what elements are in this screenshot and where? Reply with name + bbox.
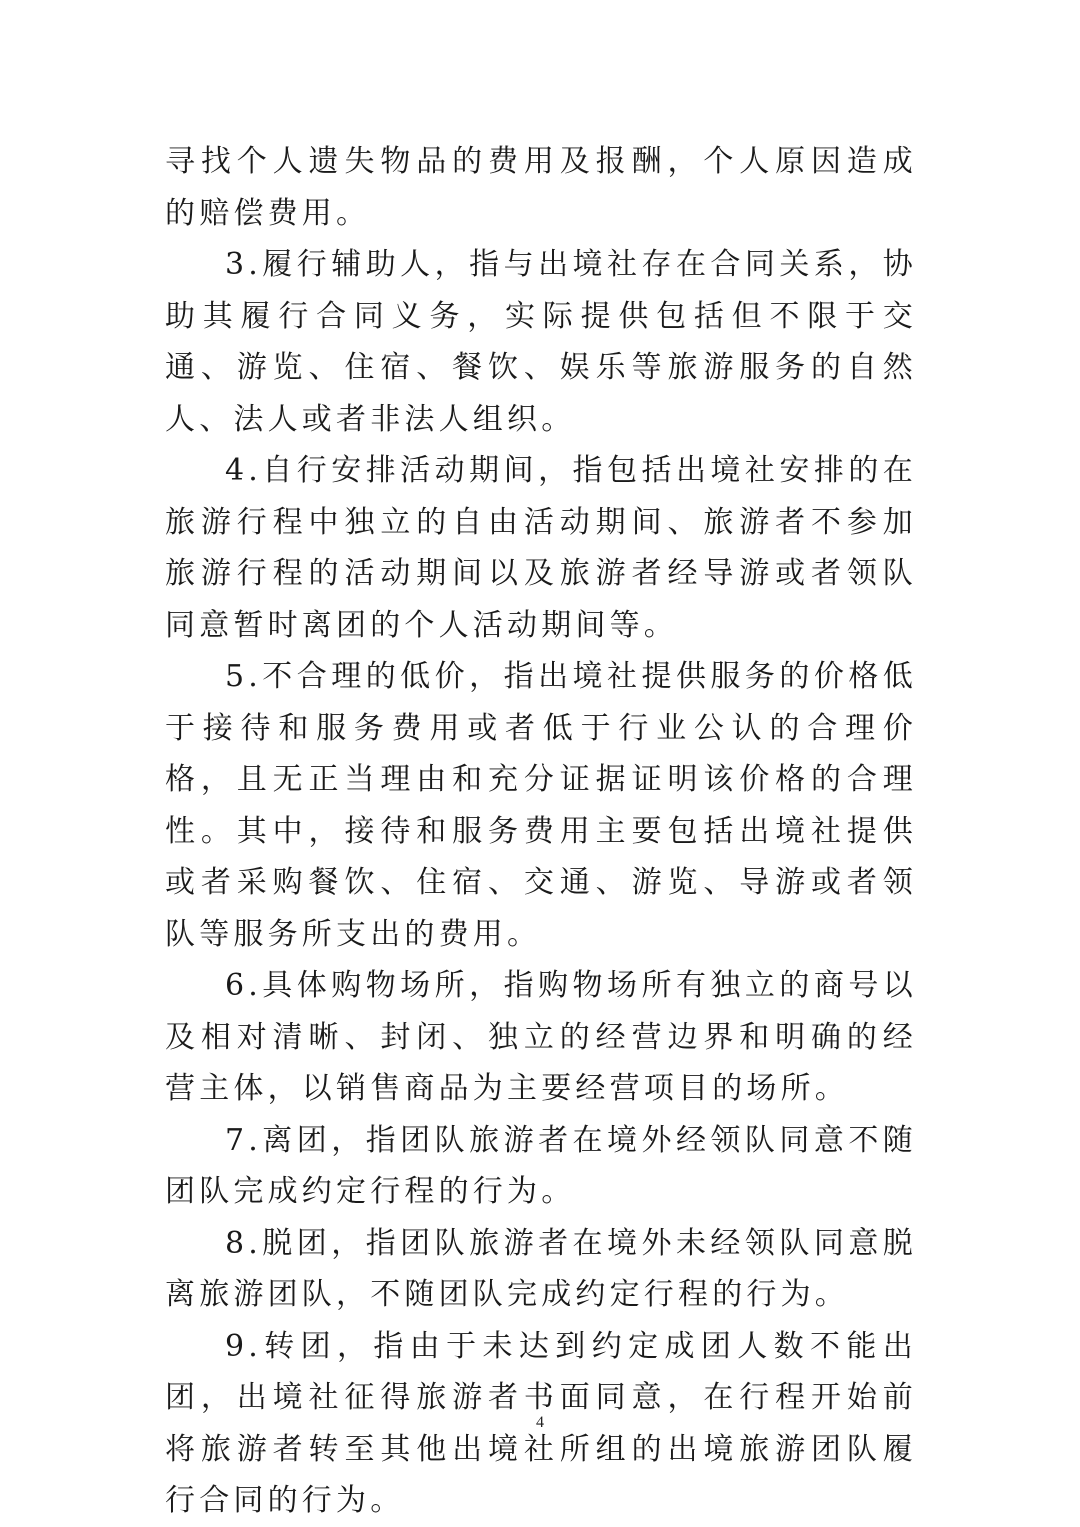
paragraph-item-3: 3.履行辅助人，指与出境社存在合同关系，协助其履行合同义务，实际提供包括但不限于交通、游览、住宿、餐饮、娱乐等旅游服务的自然人、法人或者非法人组织。 — [165, 247, 917, 437]
paragraph-item-4: 4.自行安排活动期间，指包括出境社安排的在旅游行程中独立的自由活动期间、旅游者不参加旅游行程的活动期间以及旅游者经导游或者领队同意暂时离团的个人活动期间等。 — [165, 453, 917, 643]
paragraph-item-7: 7.离团，指团队旅游者在境外经领队同意不随团队完成约定行程的行为。 — [165, 1122, 917, 1209]
document-body — [165, 136, 917, 1527]
paragraph-item-6: 6.具体购物场所，指购物场所有独立的商号以及相对清晰、封闭、独立的经营边界和明确的经营主体，以销售商品为主要经营项目的场所。 — [165, 968, 917, 1106]
paragraph-continuation: 寻找个人遗失物品的费用及报酬，个人原因造成的赔偿费用。 — [165, 144, 917, 231]
page-number: 4 — [536, 1414, 544, 1431]
paragraph-item-8: 8.脱团，指团队旅游者在境外未经领队同意脱离旅游团队，不随团队完成约定行程的行为。 — [165, 1225, 917, 1312]
paragraph-item-5: 5.不合理的低价，指出境社提供服务的价格低于接待和服务费用或者低于行业公认的合理价格，且无正当理由和充分证据证明该价格的合理性。其中，接待和服务费用主要包括出境社提供或者采购餐饮、住宿、交通、游览、导游或者领队等服务所支出的费用。 — [165, 659, 917, 952]
paragraph-item-9: 9.转团，指由于未达到约定成团人数不能出团，出境社征得旅游者书面同意，在行程开始前将旅游者转至其他出境社所组的出境旅游团队履行合同的行为。 — [165, 1328, 917, 1518]
